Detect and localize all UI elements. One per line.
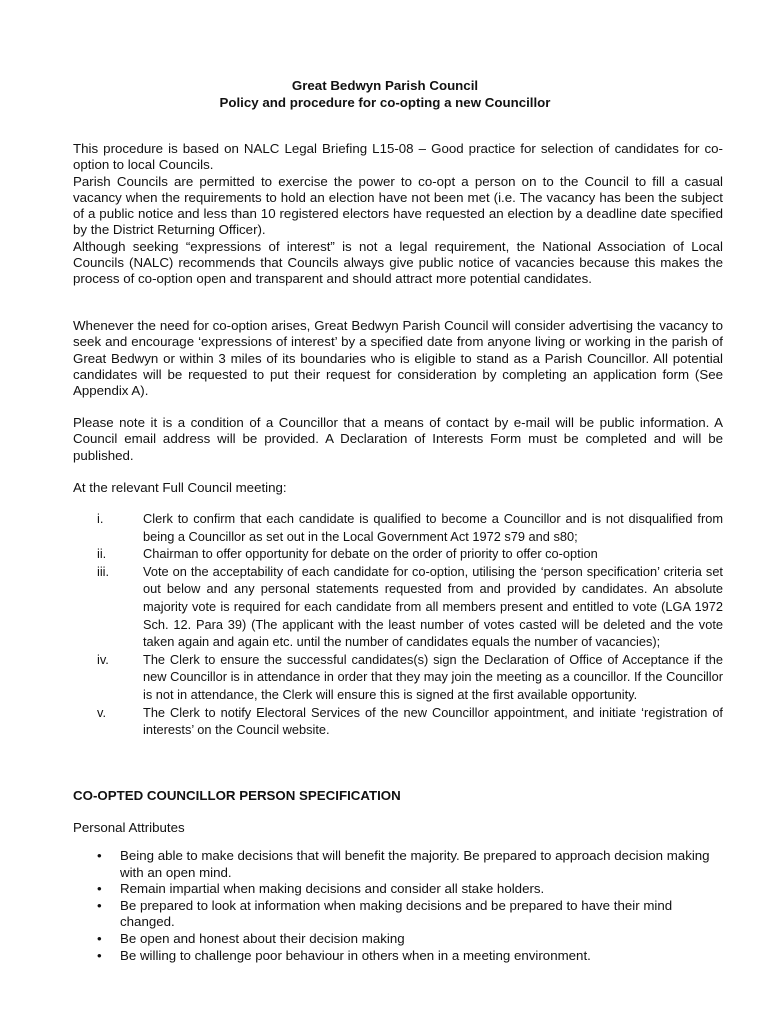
procedure-item-text: The Clerk to notify Electoral Services of the new Councillor appointment, and initiate ‘registration of interests’ on the Council website. [143, 704, 723, 738]
attribute-item [73, 881, 723, 898]
bullet-icon: • [97, 881, 102, 897]
procedure-item-text: Vote on the acceptability of each candidate for co-option, utilising the ‘person specification’ criteria set out below and any personal statements requested from and provided by candidates. An absolute majority vote is required for each candidate from all members present and entitled to vote (LGA 1972 Sch. 12. Para 39) (The applicant with the least number of votes casted will be deleted and the vote taken again and again etc. until the number of candidates equals the number of vacancies); [143, 563, 723, 650]
attribute-item-text: Be willing to challenge poor behaviour in others when in a meeting environment. [120, 947, 591, 963]
attribute-item-text: Remain impartial when making decisions and consider all stake holders. [120, 881, 545, 897]
procedure-item [73, 563, 723, 651]
attribute-item [73, 931, 723, 948]
procedure-item-number: i. [97, 511, 104, 526]
document-title: Great Bedwyn Parish Council [291, 78, 479, 93]
attribute-item [73, 898, 723, 931]
attribute-item-text: Be open and honest about their decision making [120, 930, 405, 946]
document-subtitle: Policy and procedure for co-opting a new Councillor [219, 95, 551, 110]
procedure-item-number: ii. [97, 546, 107, 562]
intro-paragraph: This procedure is based on NALC Legal Briefing L15-08 – Good practice for selection of candidates for co-option to local Councils. Parish Councils are permitted to exercise the power to co-opt a person on to the Council to fill a casual vacancy when the requirements to hold an election have not been met (i.e. The vacancy has been the subject of a public notice and less than 10 registered electors have requested an election by a deadline date specified by the District Returning Officer). Although seeking “expressions of interest” is not a legal requirement, the National Association of Local Councils (NALC) recommends that Councils always give public notice of vacancies because this makes the process of co-option open and transparent and should attract more potential candidates. [73, 141, 723, 287]
bullet-icon: • [97, 947, 102, 963]
attribute-item-text: Being able to make decisions that will benefit the majority. Be prepared to approach decision making with an open mind. [120, 848, 710, 880]
procedure-item-number: iii. [97, 563, 110, 579]
email-condition-paragraph: Please note it is a condition of a Councillor that a means of contact by e-mail will be public information. A Council email address will be provided. A Declaration of Interests Form must be completed and will be published. [73, 415, 723, 463]
procedure-item-number: iv. [97, 651, 109, 667]
procedure-item-text: The Clerk to ensure the successful candidates(s) sign the Declaration of Office of Acceptance if the new Councillor is in attendance in order that they may join the meeting as a councillor. If the Councillor is not in attendance, the Clerk will ensure this is signed at the first available opportunity. [143, 651, 723, 702]
cooption-advertising-paragraph: Whenever the need for co-option arises, Great Bedwyn Parish Council will consider advertising the vacancy to seek and encourage ‘expressions of interest’ by a specified date from anyone living or working in the parish of Great Bedwyn or within 3 miles of its boundaries who is eligible to stand as a Parish Councillor. All potential candidates will be requested to put their request for consideration by completing an application form (See Appendix A). [73, 318, 723, 399]
person-specification-heading: CO-OPTED COUNCILLOR PERSON SPECIFICATION [73, 788, 401, 803]
personal-attributes-list [73, 848, 723, 964]
procedure-item-number: v. [97, 704, 107, 720]
procedure-item [73, 704, 723, 739]
procedure-item [73, 651, 723, 704]
procedure-item-text: Chairman to offer opportunity for debate on the order of priority to offer co-option [143, 546, 598, 562]
attribute-item-text: Be prepared to look at information when making decisions and be prepared to have their mind changed. [120, 897, 673, 930]
procedure-list [73, 510, 723, 739]
meeting-lead-in: At the relevant Full Council meeting: [73, 480, 287, 495]
attribute-item [73, 848, 723, 881]
procedure-item-text: Clerk to confirm that each candidate is qualified to become a Councillor and is not disqualified from being a Councillor as set out in the Local Government Act 1972 s79 and s80; [143, 511, 723, 544]
procedure-item [73, 510, 723, 545]
personal-attributes-subheading: Personal Attributes [73, 820, 185, 835]
bullet-icon: • [97, 848, 102, 863]
document-header [0, 77, 770, 111]
bullet-icon: • [97, 930, 102, 946]
attribute-item [73, 948, 723, 965]
procedure-item [73, 545, 723, 563]
bullet-icon: • [97, 897, 102, 913]
